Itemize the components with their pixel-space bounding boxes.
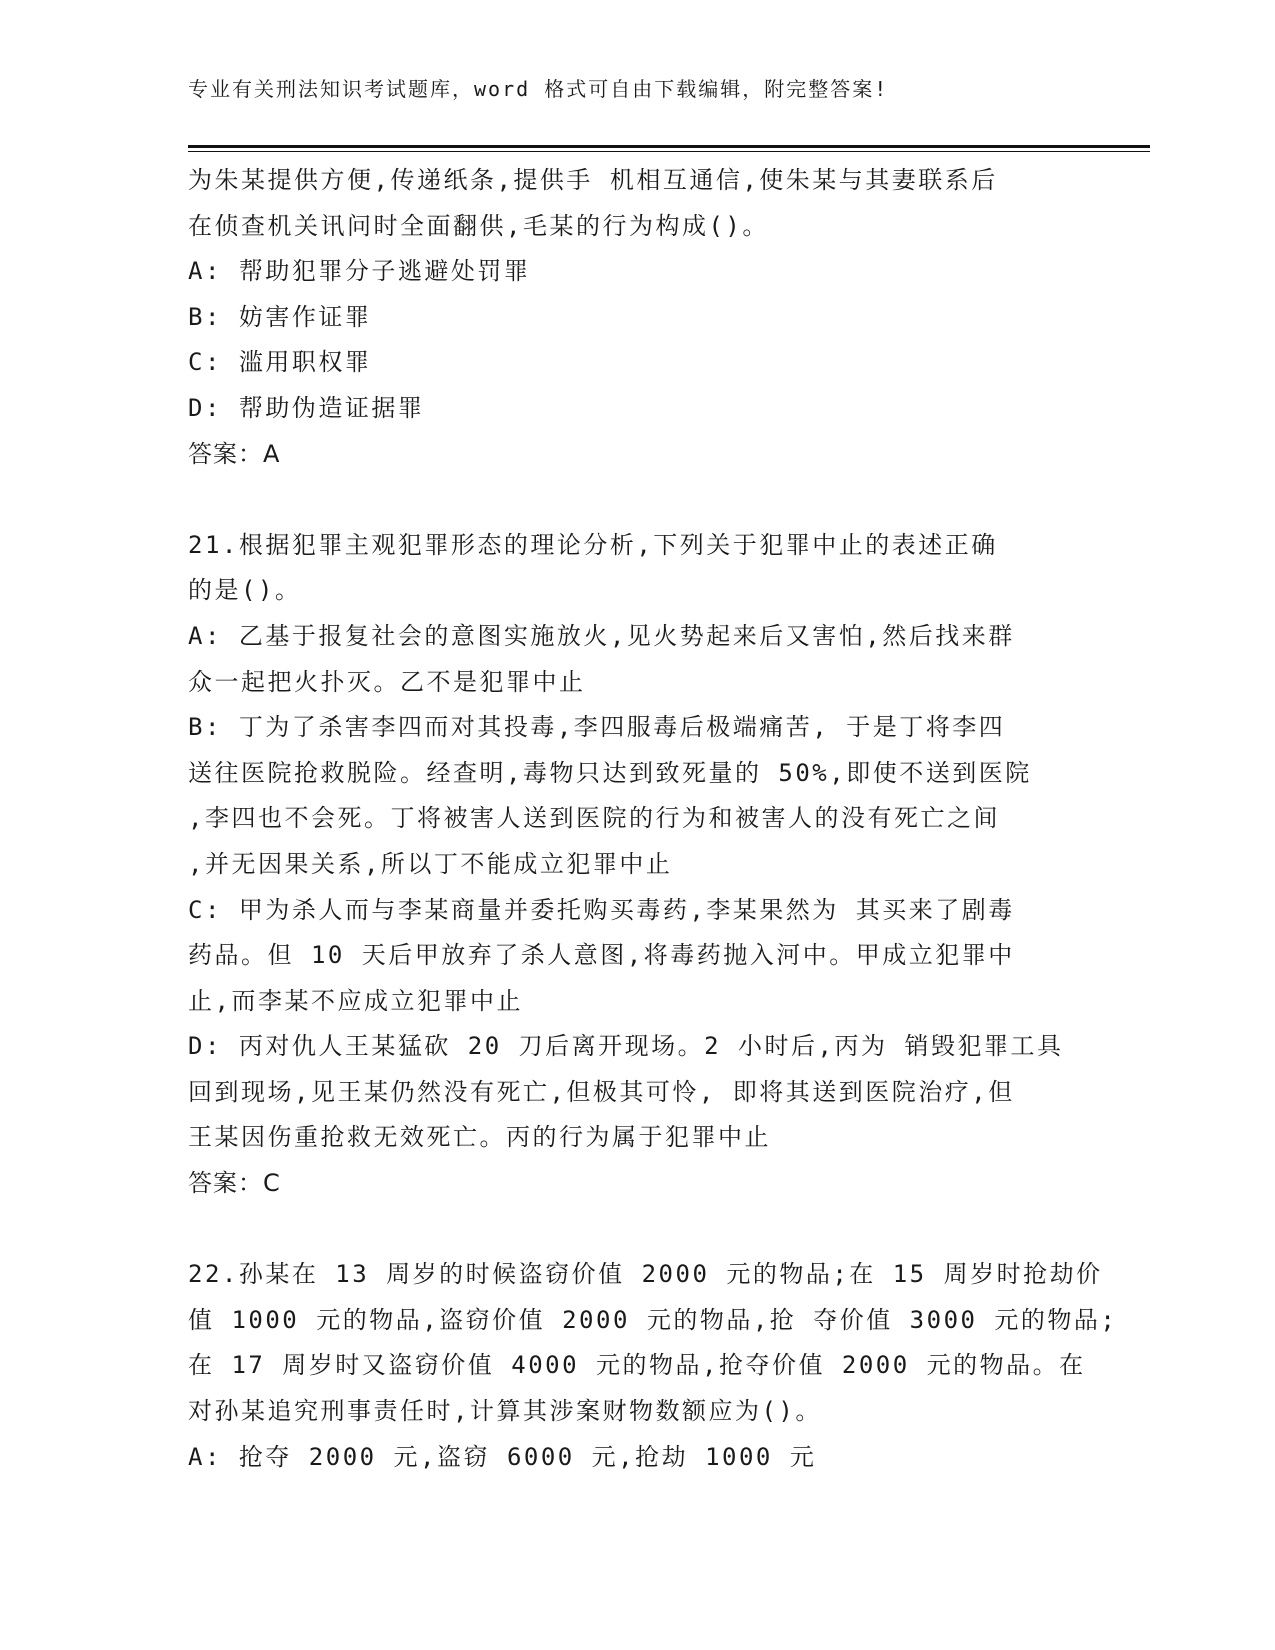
question-stem-line: 在 17 周岁时又盗窃价值 4000 元的物品,抢夺价值 2000 元的物品。在 <box>188 1351 1086 1380</box>
option-d-line: 回到现场,见王某仍然没有死亡,但极其可怜, 即将其送到医院治疗,但 <box>188 1077 1015 1106</box>
option-b-line: 送往医院抢救脱险。经查明,毒物只达到致死量的 50%,即使不送到医院 <box>188 758 1032 787</box>
question-stem-line: 在侦查机关讯问时全面翻供,毛某的行为构成()。 <box>188 211 769 240</box>
question-stem-line: 值 1000 元的物品,盗窃价值 2000 元的物品,抢 夺价值 3000 元的物品; <box>188 1305 1118 1334</box>
question-stem-line: 的是()。 <box>188 576 302 605</box>
question-stem-line: 22.孙某在 13 周岁的时候盗窃价值 2000 元的物品;在 15 周岁时抢劫价 <box>188 1260 1103 1289</box>
option-a-line: A: 乙基于报复社会的意图实施放火,见火势起来后又害怕,然后找来群 <box>188 621 1015 650</box>
spacer <box>188 477 1088 523</box>
question-22 <box>188 1252 1118 1480</box>
document-body <box>188 158 1118 1480</box>
option-c: C: 滥用职权罪 <box>188 348 372 377</box>
header-rule-thin <box>188 151 1150 152</box>
option-b-line: B: 丁为了杀害李四而对其投毒,李四服毒后极端痛苦, 于是丁将李四 <box>188 713 1006 742</box>
option-b-line: ,李四也不会死。丁将被害人送到医院的行为和被害人的没有死亡之间 <box>188 804 1000 833</box>
question-21 <box>188 523 1088 1207</box>
option-c-line: C: 甲为杀人而与李某商量并委托购买毒药,李某果然为 其买来了剧毒 <box>188 895 1015 924</box>
question-20 <box>188 158 1088 477</box>
spacer <box>188 1207 1088 1253</box>
option-a: A: 抢夺 2000 元,盗窃 6000 元,抢劫 1000 元 <box>188 1442 817 1471</box>
question-stem-line: 21.根据犯罪主观犯罪形态的理论分析,下列关于犯罪中止的表述正确 <box>188 530 998 559</box>
question-stem-line: 对孙某追究刑事责任时,计算其涉案财物数额应为()。 <box>188 1397 822 1426</box>
option-c-line: 止,而李某不应成立犯罪中止 <box>188 986 523 1015</box>
answer-line: 答案：A <box>188 439 281 468</box>
option-d-line: 王某因伤重抢救无效死亡。丙的行为属于犯罪中止 <box>188 1123 771 1152</box>
answer-line: 答案：C <box>188 1169 281 1198</box>
option-d: D: 帮助伪造证据罪 <box>188 393 425 422</box>
option-b: B: 妨害作证罪 <box>188 302 372 331</box>
option-a-line: 众一起把火扑灭。乙不是犯罪中止 <box>188 667 586 696</box>
page-header: 专业有关刑法知识考试题库，word 格式可自由下载编辑，附完整答案! <box>188 77 889 101</box>
option-a: A: 帮助犯罪分子逃避处罚罪 <box>188 257 531 286</box>
question-stem-line: 为朱某提供方便,传递纸条,提供手 机相互通信,使朱某与其妻联系后 <box>188 166 998 194</box>
option-b-line: ,并无因果关系,所以丁不能成立犯罪中止 <box>188 849 673 878</box>
option-d-line: D: 丙对仇人王某猛砍 20 刀后离开现场。2 小时后,丙为 销毁犯罪工具 <box>188 1032 1064 1061</box>
header-rule-thick <box>188 145 1150 148</box>
option-c-line: 药品。但 10 天后甲放弃了杀人意图,将毒药抛入河中。甲成立犯罪中 <box>188 941 1015 970</box>
